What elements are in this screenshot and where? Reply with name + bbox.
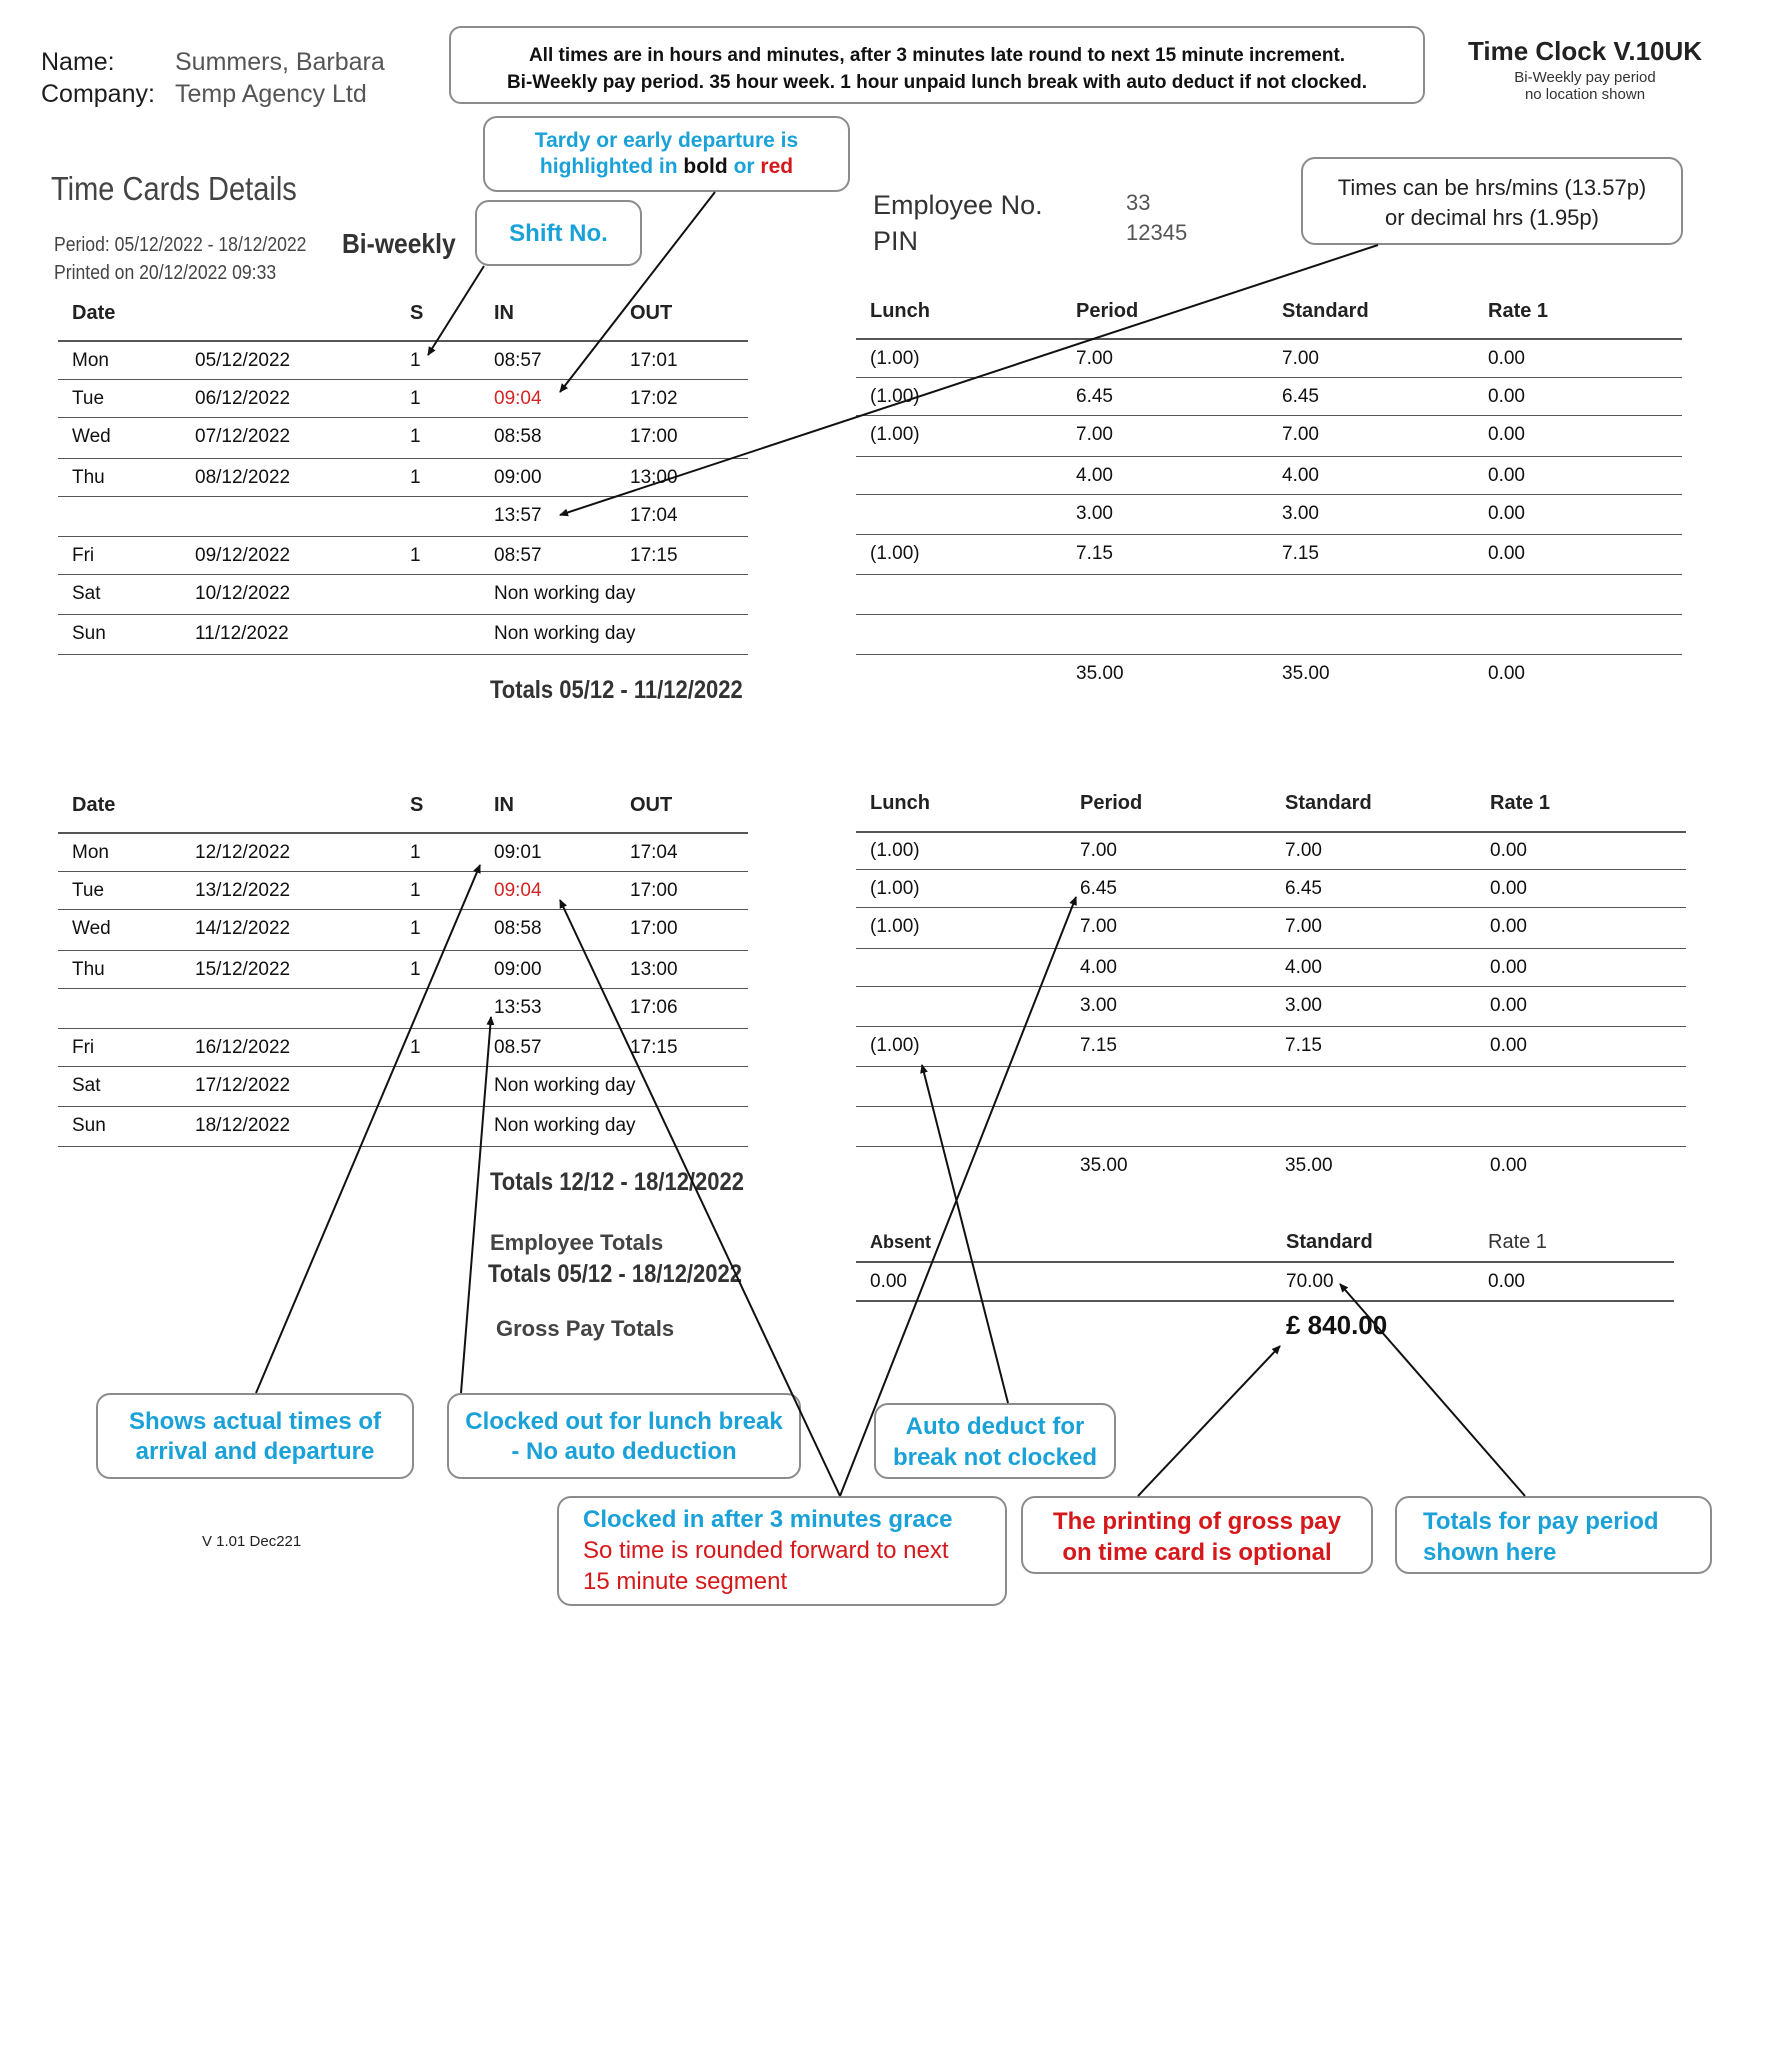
col-s: S bbox=[410, 794, 424, 816]
total-rate: 0.00 bbox=[1488, 663, 1525, 684]
cell-day: Tue bbox=[72, 388, 105, 409]
col-date: Date bbox=[72, 302, 116, 324]
cell-out: 17:15 bbox=[630, 545, 678, 566]
callout-tardy-bold: bold bbox=[683, 155, 728, 178]
product-title: Time Clock V.10UK bbox=[1467, 36, 1703, 66]
cell-date: 09/12/2022 bbox=[195, 545, 291, 566]
cell-standard: 7.00 bbox=[1282, 348, 1319, 369]
cell-in: 08:57 bbox=[494, 545, 542, 566]
callout-gross-optional-line-2: on time card is optional bbox=[1062, 1539, 1332, 1566]
cell-out: 17:02 bbox=[630, 388, 678, 409]
callout-lunch-clocked-line-2: - No auto deduction bbox=[511, 1438, 737, 1465]
printed-text: Printed on 20/12/2022 09:33 bbox=[54, 262, 277, 284]
cell-non-working: Non working day bbox=[494, 583, 636, 604]
callout-auto-deduct-line-1: Auto deduct for bbox=[905, 1413, 1085, 1440]
col-period: Period bbox=[1076, 300, 1139, 322]
arrow-grace-in bbox=[560, 900, 840, 1496]
cell-rate: 0.00 bbox=[1490, 957, 1527, 978]
cell-rate: 0.00 bbox=[1490, 995, 1527, 1016]
product-sub-2: no location shown bbox=[1524, 86, 1646, 103]
total-period: 35.00 bbox=[1076, 663, 1124, 684]
cell-out: 17:06 bbox=[630, 997, 678, 1018]
name-value: Summers, Barbara bbox=[175, 48, 385, 76]
cell-standard: 7.15 bbox=[1285, 1035, 1322, 1056]
cell-non-working: Non working day bbox=[494, 1075, 636, 1096]
info-line-2: Bi-Weekly pay period. 35 hour week. 1 hour unpaid lunch break with auto deduct if not clocked. bbox=[506, 72, 1368, 93]
cell-day: Sat bbox=[72, 583, 101, 604]
col-out: OUT bbox=[630, 794, 673, 816]
cell-date: 17/12/2022 bbox=[195, 1075, 291, 1096]
cell-standard: 4.00 bbox=[1282, 465, 1319, 486]
cell-date: 08/12/2022 bbox=[195, 467, 291, 488]
cell-in: 08:58 bbox=[494, 426, 542, 447]
callout-grace-line-2: So time is rounded forward to next bbox=[583, 1537, 949, 1564]
cell-shift: 1 bbox=[410, 350, 421, 371]
cell-date: 18/12/2022 bbox=[195, 1115, 291, 1136]
pin-value: 12345 bbox=[1126, 220, 1188, 245]
frequency-text: Bi-weekly bbox=[342, 228, 456, 259]
pin-label: PIN bbox=[873, 226, 919, 256]
callout-actual-times-line-1: Shows actual times of bbox=[128, 1408, 382, 1435]
cell-shift: 1 bbox=[410, 545, 421, 566]
cell-day: Sat bbox=[72, 1075, 101, 1096]
cell-out: 17:00 bbox=[630, 880, 678, 901]
cell-standard: 4.00 bbox=[1285, 957, 1322, 978]
cell-standard: 7.00 bbox=[1285, 916, 1322, 937]
cell-period: 3.00 bbox=[1080, 995, 1117, 1016]
cell-rate: 0.00 bbox=[1490, 916, 1527, 937]
cell-lunch: (1.00) bbox=[870, 878, 920, 899]
col-period: Period bbox=[1080, 792, 1143, 814]
arrow-gross-optional bbox=[1138, 1346, 1280, 1496]
cell-shift: 1 bbox=[410, 959, 421, 980]
cell-out: 17:00 bbox=[630, 426, 678, 447]
rate1-total-value: 0.00 bbox=[1488, 1271, 1525, 1292]
cell-in: 09:00 bbox=[494, 467, 542, 488]
col-out: OUT bbox=[630, 302, 673, 324]
total-rate: 0.00 bbox=[1490, 1155, 1527, 1176]
arrow-auto-deduct bbox=[922, 1065, 1008, 1403]
callout-tardy-or: or bbox=[733, 155, 755, 178]
cell-period: 4.00 bbox=[1076, 465, 1113, 486]
callout-period-totals-line-1: Totals for pay period bbox=[1423, 1508, 1659, 1535]
cell-out: 17:01 bbox=[630, 350, 678, 371]
cell-rate: 0.00 bbox=[1488, 348, 1525, 369]
cell-period: 7.15 bbox=[1080, 1035, 1117, 1056]
cell-lunch: (1.00) bbox=[870, 386, 920, 407]
arrow-period-totals bbox=[1340, 1284, 1525, 1496]
callout-actual-times-line-2: arrival and departure bbox=[135, 1438, 375, 1465]
cell-day: Fri bbox=[72, 1037, 95, 1058]
employee-totals-range: Totals 05/12 - 18/12/2022 bbox=[488, 1260, 742, 1288]
arrow-lunch-clocked bbox=[461, 1017, 491, 1393]
absent-label: Absent bbox=[870, 1232, 932, 1252]
cell-date: 06/12/2022 bbox=[195, 388, 291, 409]
rate1-label: Rate 1 bbox=[1488, 1231, 1547, 1253]
arrow-grace-period bbox=[840, 897, 1076, 1496]
cell-in: 13:57 bbox=[494, 505, 542, 526]
cell-standard: 3.00 bbox=[1285, 995, 1322, 1016]
cell-standard: 3.00 bbox=[1282, 503, 1319, 524]
company-value: Temp Agency Ltd bbox=[175, 80, 367, 108]
cell-out: 17:00 bbox=[630, 918, 678, 939]
cell-lunch: (1.00) bbox=[870, 840, 920, 861]
cell-period: 7.15 bbox=[1076, 543, 1113, 564]
cell-standard: 7.00 bbox=[1285, 840, 1322, 861]
cell-lunch: (1.00) bbox=[870, 916, 920, 937]
cell-rate: 0.00 bbox=[1490, 1035, 1527, 1056]
company-label: Company: bbox=[41, 80, 155, 108]
cell-rate: 0.00 bbox=[1490, 840, 1527, 861]
cell-non-working: Non working day bbox=[494, 623, 636, 644]
col-in: IN bbox=[494, 302, 514, 324]
cell-period: 7.00 bbox=[1076, 424, 1113, 445]
cell-day: Tue bbox=[72, 880, 105, 901]
callout-shift-no: Shift No. bbox=[475, 200, 642, 266]
cell-day: Mon bbox=[72, 350, 109, 371]
period-text: Period: 05/12/2022 - 18/12/2022 bbox=[54, 234, 307, 256]
cell-day: Wed bbox=[72, 918, 111, 939]
absent-value: 0.00 bbox=[870, 1271, 907, 1292]
name-label: Name: bbox=[41, 48, 115, 76]
arrow-actual-times bbox=[256, 865, 480, 1393]
cell-day: Mon bbox=[72, 842, 109, 863]
cell-period: 3.00 bbox=[1076, 503, 1113, 524]
cell-standard: 7.00 bbox=[1282, 424, 1319, 445]
col-date: Date bbox=[72, 794, 116, 816]
cell-shift: 1 bbox=[410, 1037, 421, 1058]
total-standard: 35.00 bbox=[1282, 663, 1330, 684]
cell-period: 6.45 bbox=[1076, 386, 1113, 407]
cell-day: Thu bbox=[72, 467, 105, 488]
col-standard: Standard bbox=[1282, 300, 1369, 322]
cell-period: 7.00 bbox=[1080, 840, 1117, 861]
cell-shift: 1 bbox=[410, 388, 421, 409]
cell-lunch: (1.00) bbox=[870, 348, 920, 369]
callout-time-format-line-2: or decimal hrs (1.95p) bbox=[1385, 205, 1599, 230]
employee-totals-label: Employee Totals bbox=[490, 1230, 664, 1255]
product-sub-1: Bi-Weekly pay period bbox=[1514, 69, 1656, 86]
callout-gross-optional-line-1: The printing of gross pay bbox=[1052, 1508, 1341, 1535]
cell-in: 08.57 bbox=[494, 1037, 542, 1058]
cell-rate: 0.00 bbox=[1488, 424, 1525, 445]
cell-lunch: (1.00) bbox=[870, 1035, 920, 1056]
employee-no-value: 33 bbox=[1126, 190, 1151, 215]
cell-rate: 0.00 bbox=[1488, 465, 1525, 486]
standard-label: Standard bbox=[1286, 1231, 1373, 1253]
col-s: S bbox=[410, 302, 424, 324]
week2-totals-label: Totals 12/12 - 18/12/2022 bbox=[490, 1168, 744, 1196]
cell-date: 14/12/2022 bbox=[195, 918, 291, 939]
gross-pay-label: Gross Pay Totals bbox=[496, 1316, 675, 1341]
info-line-1: All times are in hours and minutes, after 3 minutes late round to next 15 minute increment. bbox=[528, 45, 1346, 66]
standard-total-value: 70.00 bbox=[1286, 1271, 1334, 1292]
cell-date: 16/12/2022 bbox=[195, 1037, 291, 1058]
cell-non-working: Non working day bbox=[494, 1115, 636, 1136]
callout-tardy-highlighted: highlighted in bbox=[539, 155, 678, 178]
cell-shift: 1 bbox=[410, 426, 421, 447]
total-standard: 35.00 bbox=[1285, 1155, 1333, 1176]
col-rate1: Rate 1 bbox=[1488, 300, 1549, 322]
cell-standard: 6.45 bbox=[1282, 386, 1319, 407]
cell-standard: 7.15 bbox=[1282, 543, 1319, 564]
cell-period: 7.00 bbox=[1080, 916, 1117, 937]
callout-grace-line-1: Clocked in after 3 minutes grace bbox=[583, 1506, 953, 1533]
callout-auto-deduct-line-2: break not clocked bbox=[892, 1444, 1098, 1471]
callout-tardy-line-1: Tardy or early departure is bbox=[534, 129, 799, 152]
employee-no-label: Employee No. bbox=[873, 190, 1043, 220]
cell-date: 13/12/2022 bbox=[195, 880, 291, 901]
callout-tardy-red: red bbox=[760, 155, 794, 178]
cell-date: 15/12/2022 bbox=[195, 959, 291, 980]
cell-in-late: 09:04 bbox=[494, 880, 542, 901]
cell-out: 17:04 bbox=[630, 842, 678, 863]
cell-in: 13:53 bbox=[494, 997, 542, 1018]
cell-out: 13:00 bbox=[630, 467, 678, 488]
cell-shift: 1 bbox=[410, 842, 421, 863]
cell-day: Wed bbox=[72, 426, 111, 447]
cell-day: Sun bbox=[72, 1115, 106, 1136]
cell-date: 05/12/2022 bbox=[195, 350, 291, 371]
cell-period: 4.00 bbox=[1080, 957, 1117, 978]
cell-rate: 0.00 bbox=[1490, 878, 1527, 899]
cell-date: 11/12/2022 bbox=[195, 623, 289, 644]
cell-out: 17:15 bbox=[630, 1037, 678, 1058]
cell-lunch: (1.00) bbox=[870, 424, 920, 445]
callout-grace-line-3: 15 minute segment bbox=[583, 1568, 788, 1595]
cell-out: 13:00 bbox=[630, 959, 678, 980]
callout-period-totals-line-2: shown here bbox=[1423, 1539, 1557, 1566]
col-standard: Standard bbox=[1285, 792, 1372, 814]
cell-shift: 1 bbox=[410, 467, 421, 488]
arrow-shift-no bbox=[428, 266, 484, 355]
col-in: IN bbox=[494, 794, 514, 816]
cell-day: Sun bbox=[72, 623, 106, 644]
arrow-tardy bbox=[560, 192, 715, 392]
cell-date: 12/12/2022 bbox=[195, 842, 291, 863]
cell-date: 10/12/2022 bbox=[195, 583, 291, 604]
version-footer: V 1.01 Dec221 bbox=[202, 1533, 302, 1550]
callout-time-format-line-1: Times can be hrs/mins (13.57p) bbox=[1337, 175, 1647, 200]
col-rate1: Rate 1 bbox=[1490, 792, 1551, 814]
cell-rate: 0.00 bbox=[1488, 543, 1525, 564]
cell-shift: 1 bbox=[410, 918, 421, 939]
cell-day: Thu bbox=[72, 959, 105, 980]
cell-standard: 6.45 bbox=[1285, 878, 1322, 899]
cell-in: 08:57 bbox=[494, 350, 542, 371]
cell-in: 08:58 bbox=[494, 918, 542, 939]
gross-pay-value: £ 840.00 bbox=[1286, 1310, 1388, 1340]
cell-rate: 0.00 bbox=[1488, 503, 1525, 524]
cell-in: 09:01 bbox=[494, 842, 542, 863]
cell-in: 09:00 bbox=[494, 959, 542, 980]
week1-totals-label: Totals 05/12 - 11/12/2022 bbox=[490, 676, 743, 704]
total-period: 35.00 bbox=[1080, 1155, 1128, 1176]
callout-lunch-clocked-line-1: Clocked out for lunch break bbox=[465, 1408, 783, 1435]
col-lunch: Lunch bbox=[870, 792, 930, 814]
page-title: Time Cards Details bbox=[51, 170, 297, 207]
cell-out: 17:04 bbox=[630, 505, 678, 526]
cell-day: Fri bbox=[72, 545, 95, 566]
arrow-time-format bbox=[560, 245, 1378, 515]
cell-period: 6.45 bbox=[1080, 878, 1117, 899]
cell-shift: 1 bbox=[410, 880, 421, 901]
col-lunch: Lunch bbox=[870, 300, 930, 322]
cell-period: 7.00 bbox=[1076, 348, 1113, 369]
cell-rate: 0.00 bbox=[1488, 386, 1525, 407]
cell-date: 07/12/2022 bbox=[195, 426, 291, 447]
cell-lunch: (1.00) bbox=[870, 543, 920, 564]
cell-in-late: 09:04 bbox=[494, 388, 542, 409]
